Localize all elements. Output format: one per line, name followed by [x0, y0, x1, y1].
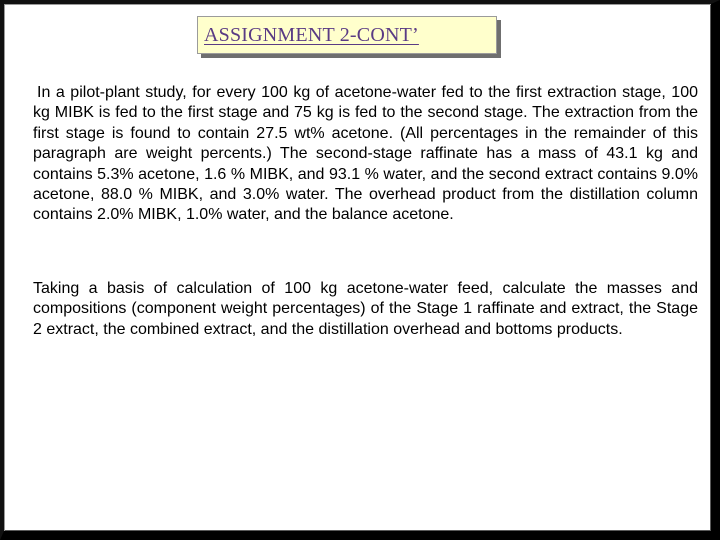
problem-paragraph-2: Taking a basis of calculation of 100 kg acetone-water feed, calculate the masses and compositions (component weight percentages) of the Stage 1 raffinate and extract, the Stage 2 extract, the combined extract, and the distillation overhead and bottoms products. [33, 280, 698, 338]
title-box [197, 16, 497, 54]
problem-paragraph-1: In a pilot-plant study, for every 100 kg of acetone-water fed to the first extraction stage, 100 kg MIBK is fed to the first stage and 75 kg is fed to the second stage. The extraction from the first stage is found to contain 27.5 wt% acetone. (All percentages in the remainder of this paragraph are weight percents.) The second-stage raffinate has a mass of 43.1 kg and contains 5.3% acetone, 1.6 % MIBK, and 93.1 % water, and the second extract contains 9.0% acetone, 88.0 % MIBK, and 3.0% water. The overhead product from the distillation column contains 2.0% MIBK, 1.0% water, and the balance acetone. [33, 84, 698, 224]
slide-title: ASSIGNMENT 2-CONT’ [204, 23, 419, 46]
